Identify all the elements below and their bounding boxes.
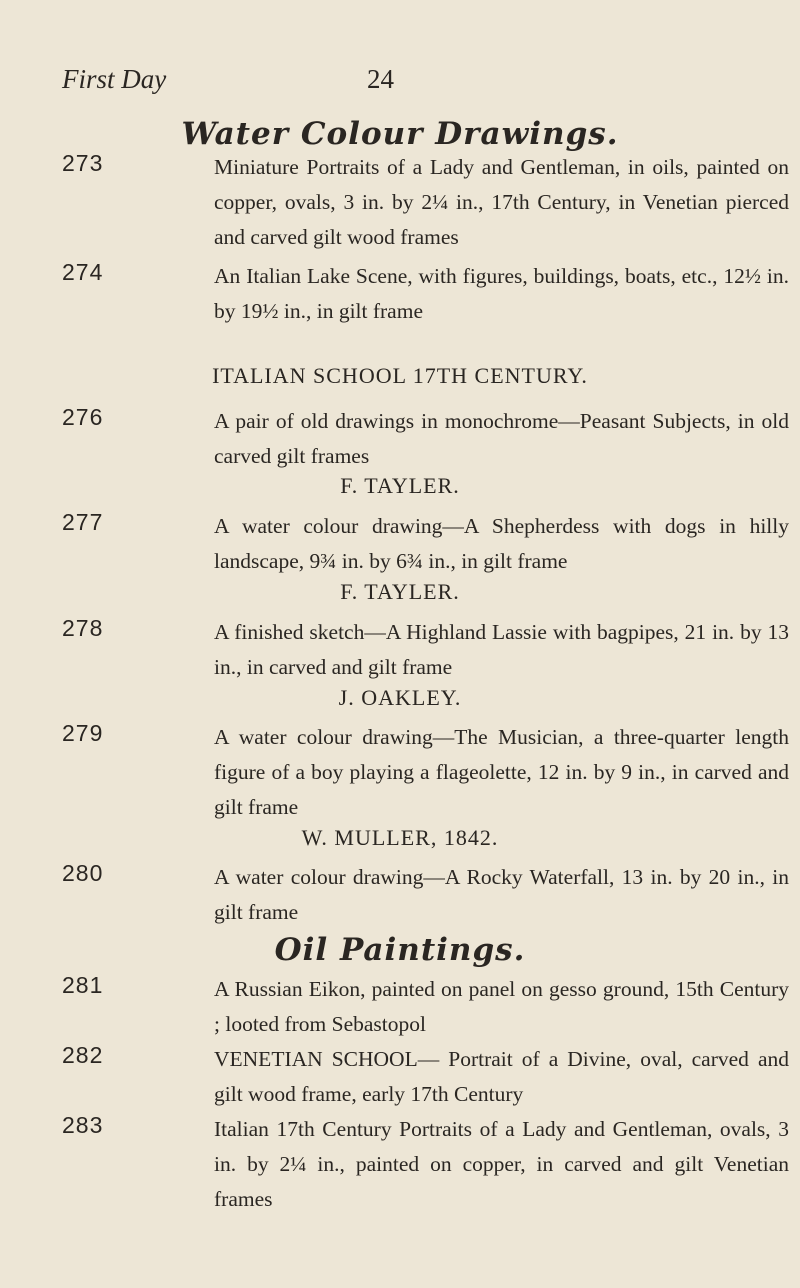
lot-description: Italian 17th Century Portraits of a Lady and Gentleman, ovals, 3 in. by 2¼ in., painted on copper, in carved and gilt Venetian frames xyxy=(214,1117,789,1211)
lot-number: 279 xyxy=(62,720,104,746)
lot-description: A water colour drawing—The Musician, a three-quarter length figure of a boy playing a flageolette, 12 in. by 9 in., in carved and gilt frame xyxy=(214,725,789,819)
lot-description: A finished sketch—A Highland Lassie with bagpipes, 21 in. by 13 in., in carved and gilt frame xyxy=(214,620,789,679)
lot-description: A pair of old drawings in monochrome—Peasant Subjects, in old carved gilt frames xyxy=(214,409,789,468)
lot-number: 278 xyxy=(62,615,104,641)
lot-number: 283 xyxy=(62,1112,104,1138)
lot-number: 277 xyxy=(62,509,104,535)
lot-number: 274 xyxy=(62,259,104,285)
lot-description: An Italian Lake Scene, with figures, buildings, boats, etc., 12½ in. by 19½ in., in gilt frame xyxy=(214,264,789,323)
lot-description: A water colour drawing—A Shepherdess with dogs in hilly landscape, 9¾ in. by 6¾ in., in gilt frame xyxy=(214,514,789,573)
artist-name: F. TAYLER. xyxy=(340,473,460,498)
lot-number: 280 xyxy=(62,860,104,886)
lot-description: Miniature Portraits of a Lady and Gentleman, in oils, painted on copper, ovals, 3 in. by 2¼ in., 17th Century, in Venetian pierced and carved gilt wood frames xyxy=(214,155,789,249)
section-heading-water-colour: Water Colour Drawings. xyxy=(181,116,619,152)
lot-description: VENETIAN SCHOOL— Portrait of a Divine, oval, carved and gilt wood frame, early 17th Century xyxy=(214,1047,789,1106)
lot-number: 273 xyxy=(62,150,104,176)
artist-name: F. TAYLER. xyxy=(340,579,460,604)
day-label: First Day xyxy=(62,64,167,94)
section-heading-oil-paintings: Oil Paintings. xyxy=(274,932,526,968)
lot-number: 281 xyxy=(62,972,104,998)
artist-name: W. MULLER, 1842. xyxy=(301,825,499,850)
section-heading-italian-school: ITALIAN SCHOOL 17TH CENTURY. xyxy=(212,363,588,388)
page-header xyxy=(0,64,800,104)
artist-name: J. OAKLEY. xyxy=(338,685,462,710)
lot-number: 276 xyxy=(62,404,104,430)
page-number: 24 xyxy=(367,64,394,94)
lot-description: A Russian Eikon, painted on panel on gesso ground, 15th Century ; looted from Sebastopol xyxy=(214,977,789,1036)
lot-description: A water colour drawing—A Rocky Waterfall, 13 in. by 20 in., in gilt frame xyxy=(214,865,789,924)
lot-number: 282 xyxy=(62,1042,104,1068)
